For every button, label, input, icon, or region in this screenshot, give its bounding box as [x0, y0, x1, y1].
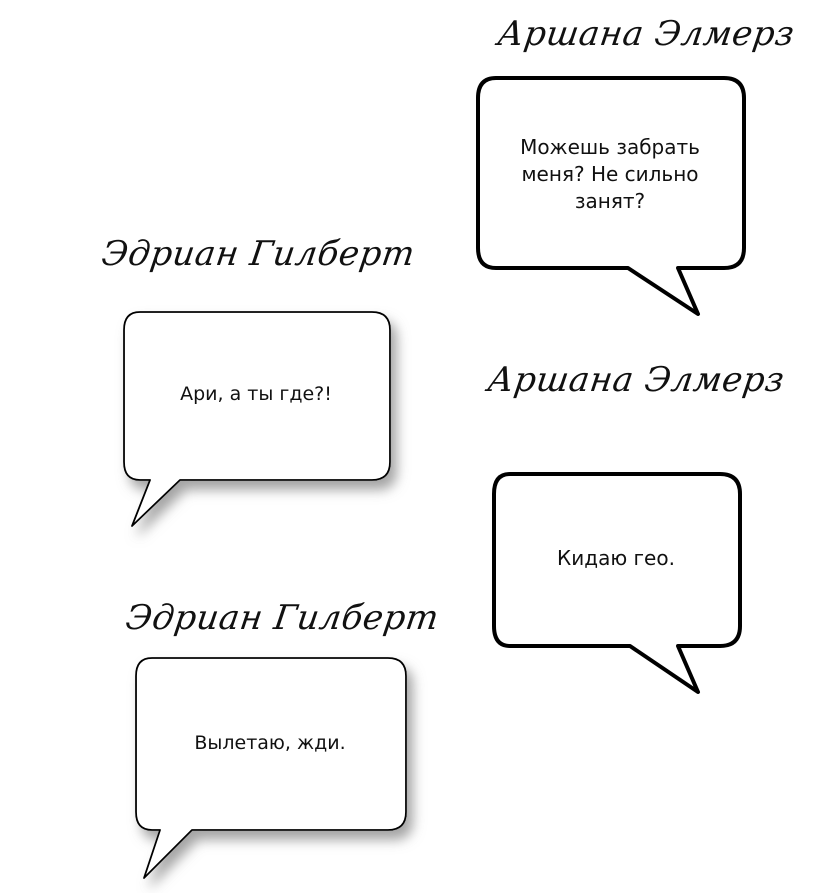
speech-bubble-4: [134, 656, 428, 886]
speaker-name-arshana-1: Аршана Элмерз: [495, 14, 798, 54]
speech-bubble-2-text: Ари, а ты где?!: [180, 382, 332, 405]
speaker-name-edrian-2: Эдриан Гилберт: [123, 598, 442, 638]
speech-bubble-3-text: Кидаю гео.: [557, 545, 675, 570]
speech-bubble-4-text: Вылетаю, жди.: [194, 731, 346, 754]
speech-bubble-1-text: Можешь забрать меня? Не сильно занят?: [520, 134, 700, 213]
speaker-name-arshana-2: Аршана Элмерз: [485, 360, 788, 400]
speech-bubble-1: [474, 74, 754, 324]
speaker-name-edrian-1: Эдриан Гилберт: [99, 234, 418, 274]
speech-bubble-2: [122, 310, 412, 540]
speech-bubble-3: [490, 470, 750, 700]
